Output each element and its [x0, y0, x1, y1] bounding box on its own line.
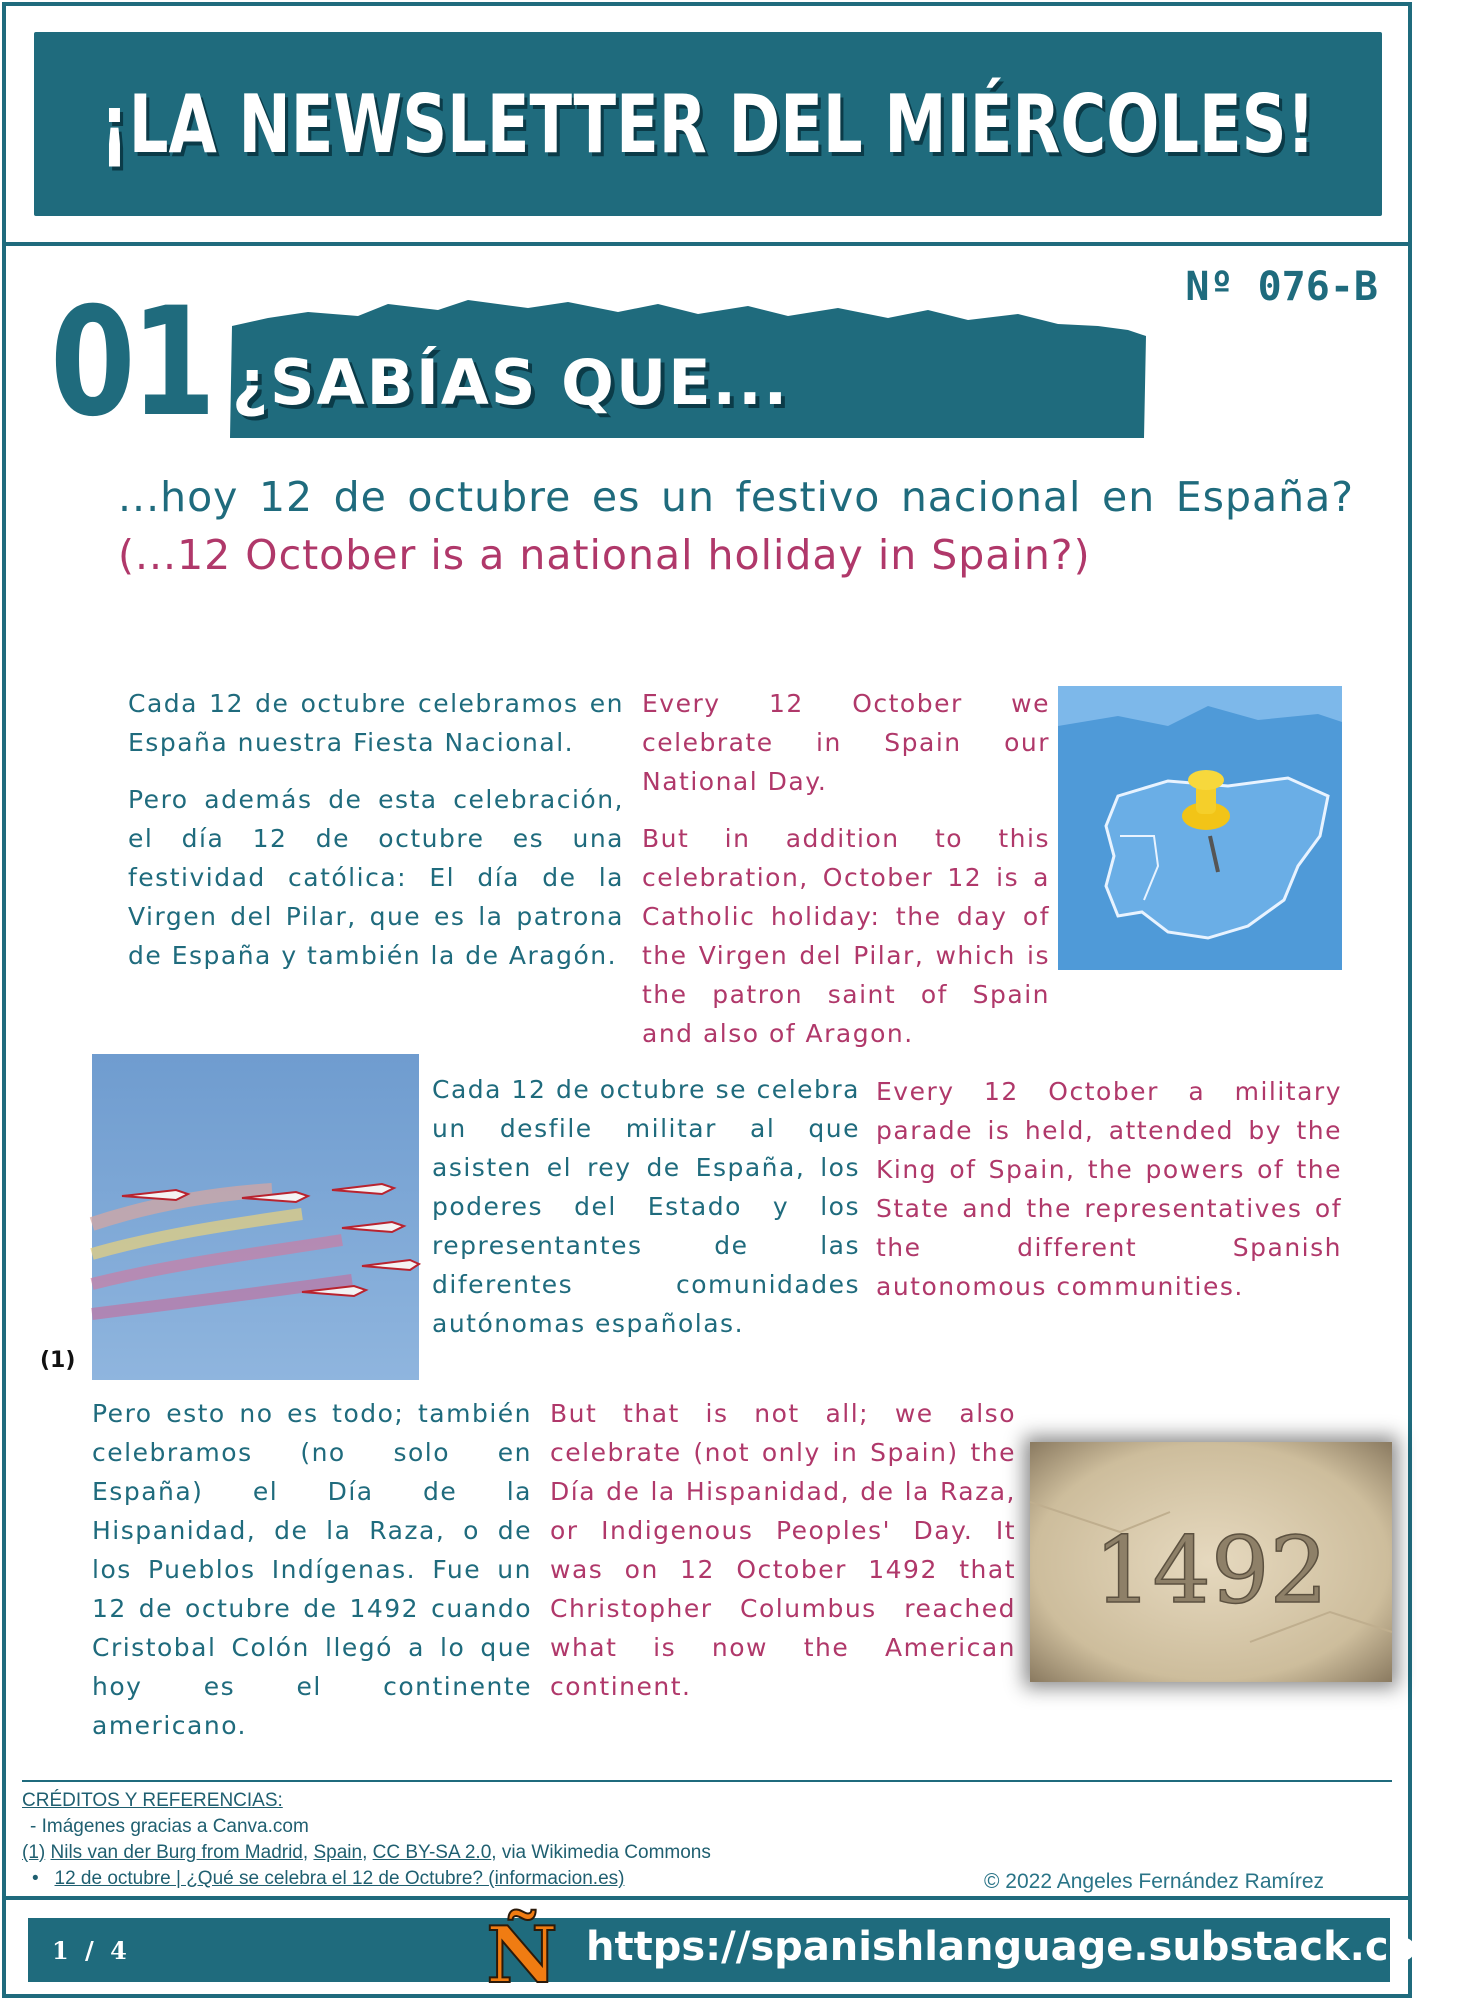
carved-stone-1492-image	[1030, 1442, 1392, 1682]
stone-year: 1492	[1093, 1517, 1329, 1624]
informacion-link[interactable]: 12 de octubre | ¿Qué se celebra el 12 de Octubre? (informacion.es)	[54, 1868, 625, 1889]
block3-es-p1: Pero esto no es todo; también celebramos (no solo en España) el Día de la Hispanidad, de la Raza, o de los Pueblos Indígenas. Fue un 12 de octubre de 1492 cuando Cristobal Colón llegó a lo que hoy es el continente americano.	[92, 1399, 532, 1740]
reference-number-link[interactable]: (1)	[22, 1842, 46, 1863]
credits-images: - Imágenes gracias a Canva.com	[30, 1816, 309, 1837]
block3-en-p1: But that is not all; we also celebrate (not only in Spain) the Día de la Hispanidad, de la Raza, or Indigenous Peoples' Day. It was on 12 October 1492 that Christopher Columbus reached what is now the American continent.	[550, 1399, 1016, 1701]
reference-separator: ,	[362, 1842, 368, 1863]
block2-en-p1: Every 12 October a military parade is held, attended by the King of Spain, the powers of the State and the representatives of the different Spanish autonomous communities.	[876, 1077, 1342, 1301]
block2-en	[876, 1072, 1342, 1324]
svg-text:Ñ: Ñ	[486, 1910, 558, 2000]
reference-source: , via Wikimedia Commons	[491, 1842, 711, 1863]
enye-logo-icon	[486, 1904, 558, 2000]
bullet-dot: •	[32, 1868, 39, 1889]
footer-divider	[2, 1896, 1412, 1900]
title-banner	[34, 32, 1382, 216]
block1-es-p2: Pero además de esta celebración, el día 12 de octubre es una festividad católica: El día de la Virgen del Pilar, que es la patrona de España y también la de Aragón.	[128, 785, 624, 970]
credits-reference	[22, 1840, 711, 1866]
reference-separator: ,	[302, 1842, 309, 1863]
intro-es: ...hoy 12 de octubre es un festivo nacional en España?	[118, 473, 1354, 521]
reference-license-link[interactable]: CC BY-SA 2.0	[372, 1842, 492, 1863]
block3-es	[92, 1394, 532, 1763]
block2-es-p1: Cada 12 de octubre se celebra un desfile militar al que asisten el rey de España, los poderes del Estado y los representantes de las diferentes comunidades autónomas españolas.	[432, 1075, 860, 1338]
spain-map-pin-image	[1058, 686, 1342, 970]
section-title: ¿SABÍAS QUE...	[232, 346, 790, 419]
reference-author-link[interactable]: Nils van der Burg from Madrid	[50, 1842, 303, 1863]
credits-section	[22, 1788, 711, 1892]
block1-en-p1: Every 12 October we celebrate in Spain our National Day.	[642, 689, 1050, 796]
block1-en-p2: But in addition to this celebration, October 12 is a Catholic holiday: the day of the Virgen del Pilar, which is the patron saint of Spain and also of Aragon.	[642, 824, 1050, 1048]
issue-number: Nº 076-B	[1185, 264, 1378, 310]
newsletter-title: ¡LA NEWSLETTER DEL MIÉRCOLES!	[100, 77, 1316, 171]
block1-es	[128, 684, 624, 993]
credits-bullet	[22, 1866, 711, 1892]
block1-en	[642, 684, 1050, 1071]
reference-place-link[interactable]: Spain	[313, 1842, 363, 1863]
block3-en	[550, 1394, 1016, 1724]
credits-heading: CRÉDITOS Y REFERENCIAS:	[22, 1790, 283, 1811]
military-parade-jets-image	[92, 1054, 419, 1380]
block2-es	[432, 1070, 860, 1361]
image-caption: (1)	[40, 1348, 76, 1373]
copyright-notice: © 2022 Angeles Fernández Ramírez	[984, 1870, 1324, 1893]
intro-en: (...12 October is a national holiday in Spain?)	[118, 531, 1091, 579]
intro-question	[118, 468, 1354, 584]
site-url-link[interactable]: https://spanishlanguage.substack.com	[586, 1924, 1458, 1970]
page-indicator: 1 / 4	[52, 1936, 131, 1965]
section-number: 01	[50, 276, 212, 450]
credits-divider	[22, 1780, 1392, 1782]
block1-es-p1: Cada 12 de octubre celebramos en España nuestra Fiesta Nacional.	[128, 689, 624, 757]
